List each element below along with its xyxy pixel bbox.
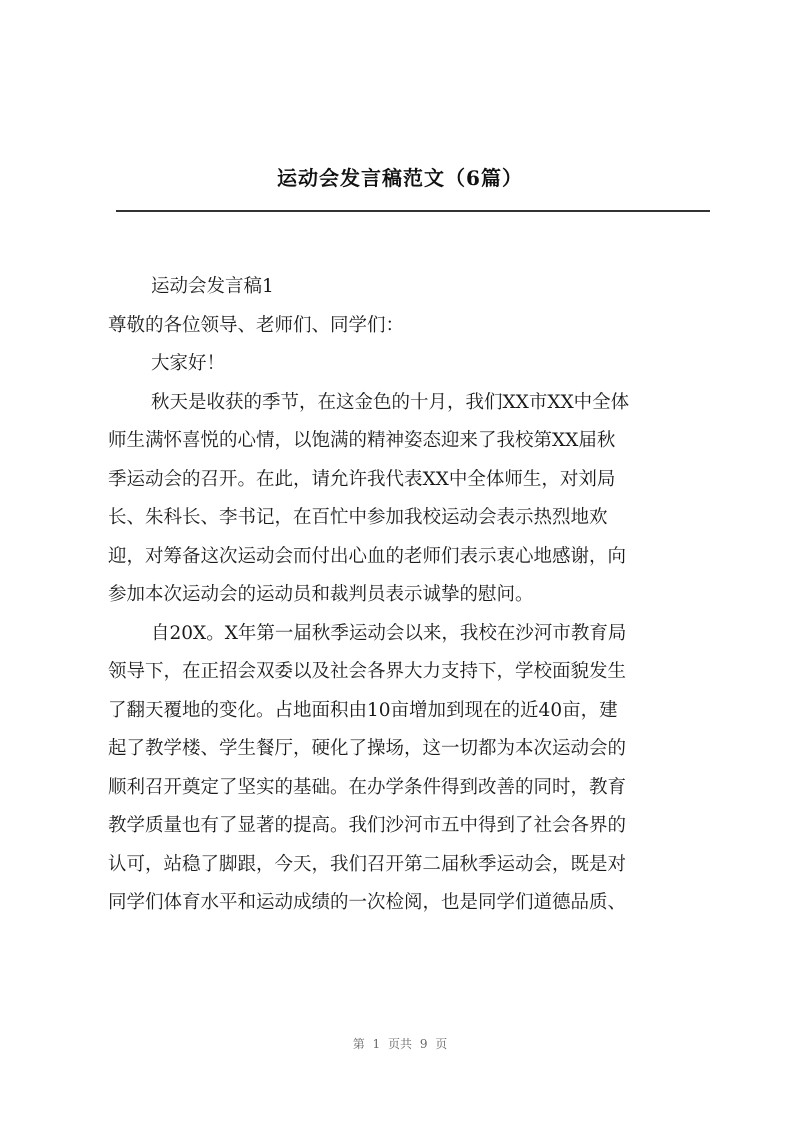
text-line: 师生满怀喜悦的心情，以饱满的精神姿态迎来了我校第XX届秋	[108, 430, 616, 451]
text-line: 长、朱科长、李书记，在百忙中参加我校运动会表示热烈地欢	[108, 507, 608, 528]
text-line: 季运动会的召开。在此，请允许我代表XX中全体师生，对刘局	[108, 468, 616, 490]
text-line: 领导下，在正招会双委以及社会各界大力支持下，学校面貌发生	[108, 661, 627, 682]
text-line: 自20X。X年第一届秋季运动会以来，我校在沙河市教育局	[151, 622, 627, 644]
title-divider	[116, 210, 710, 212]
text-line: 尊敬的各位领导、老师们、同学们：	[108, 314, 405, 336]
text-line: 认可，站稳了脚跟，今天，我们召开第二届秋季运动会，既是对	[108, 853, 627, 875]
document-body	[108, 268, 708, 923]
text-line: 运动会发言稿1	[151, 276, 274, 297]
text-line: 大家好！	[151, 353, 226, 374]
text-line: 起了教学楼、学生餐厅，硬化了操场，这一切都为本次运动会的	[108, 738, 627, 759]
document-title: 运动会发言稿范文（6篇）	[277, 166, 523, 190]
text-line: 教学质量也有了显著的提高。我们沙河市五中得到了社会各界的	[108, 815, 627, 836]
text-line: 迎，对筹备这次运动会而付出心血的老师们表示衷心地感谢，向	[108, 545, 627, 567]
text-line: 了翻天覆地的变化。占地面积由10亩增加到现在的近40亩，建	[108, 699, 618, 721]
text-line: 秋天是收获的季节，在这金色的十月，我们XX市XX中全体	[151, 391, 630, 413]
page-number-footer: 第 1 页共 9 页	[352, 1037, 448, 1051]
text-line: 同学们体育水平和运动成绩的一次检阅，也是同学们道德品质、	[108, 892, 627, 913]
text-line: 顺利召开奠定了坚实的基础。在办学条件得到改善的同时，教育	[108, 776, 627, 798]
text-line: 参加本次运动会的运动员和裁判员表示诚挚的慰问。	[108, 584, 534, 605]
